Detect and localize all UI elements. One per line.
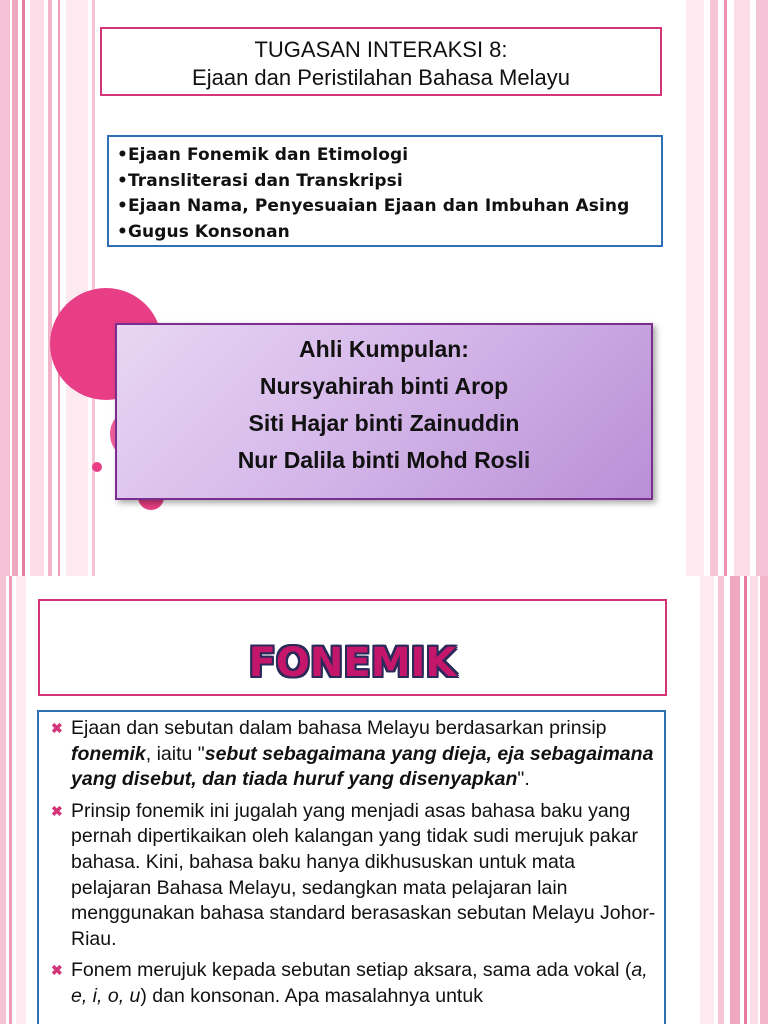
bullet-text: Prinsip fonemik ini jugalah yang menjadi asas bahasa baku yang pernah dipertikaikan oleh kalangan yang tidak sudi merujuk pakar bahasa. Kini, bahasa baku hanya dikhususkan untuk mata pelajaran Bahasa Melayu, sedangkan mata pelajaran lain menggunakan bahasa standard berasaskan sebutan Melayu Johor-Riau. bbox=[71, 799, 656, 950]
decor-stripe bbox=[22, 0, 25, 576]
decor-stripe bbox=[730, 576, 740, 1024]
topic-item: •Gugus Konsonan bbox=[117, 221, 290, 242]
list-item bbox=[51, 799, 656, 953]
bullet-vowels: a, e, i, o, u bbox=[71, 959, 648, 1007]
topic-item: •Transliterasi dan Transkripsi bbox=[117, 170, 403, 191]
decor-stripe bbox=[58, 0, 60, 576]
decor-stripe bbox=[686, 0, 704, 576]
topic-item: •Ejaan Fonemik dan Etimologi bbox=[117, 145, 409, 165]
members-box bbox=[115, 323, 653, 500]
member-name: Nursyahirah binti Arop bbox=[259, 373, 509, 399]
member-name: Nur Dalila binti Mohd Rosli bbox=[237, 447, 531, 473]
decor-stripe bbox=[16, 576, 26, 1024]
decor-stripe bbox=[700, 576, 714, 1024]
title-box bbox=[100, 27, 662, 96]
decor-stripe bbox=[750, 576, 758, 1024]
bullet-text: , iaitu " bbox=[145, 742, 205, 765]
decor-stripe bbox=[760, 576, 768, 1024]
list-item bbox=[51, 958, 656, 1009]
fonemik-title-box bbox=[38, 599, 667, 696]
decor-stripe bbox=[718, 576, 724, 1024]
slide-title-line-1: TUGASAN INTERAKSI 8: bbox=[254, 37, 508, 62]
x-mark-icon: ✖ bbox=[51, 962, 63, 979]
slide-title: FONEMIK bbox=[248, 640, 457, 686]
members-heading: Ahli Kumpulan: bbox=[299, 336, 469, 362]
x-mark-icon: ✖ bbox=[51, 720, 63, 736]
x-mark-icon: ✖ bbox=[51, 802, 63, 819]
content-box bbox=[37, 710, 666, 1024]
decor-stripe bbox=[756, 0, 768, 576]
slide-title-line-2: Ejaan dan Peristilahan Bahasa Melayu bbox=[192, 65, 570, 90]
bullet-text: ". bbox=[517, 768, 530, 791]
bullet-emphasis: sebut sebagaimana yang dieja, eja sebagaimana yang disebut, dan tiada huruf yang disenyapkan bbox=[71, 742, 654, 791]
decor-stripe bbox=[734, 0, 750, 576]
list-item bbox=[51, 716, 656, 793]
bullet-text: Ejaan dan sebutan dalam bahasa Melayu berdasarkan prinsip bbox=[71, 717, 607, 739]
bullet-text: Fonem merujuk kepada sebutan setiap aksara, sama ada vokal ( bbox=[71, 959, 632, 982]
decor-stripe bbox=[9, 576, 12, 1024]
decor-stripe bbox=[0, 576, 6, 1024]
slide-2 bbox=[0, 576, 768, 1024]
decor-stripe bbox=[744, 576, 747, 1024]
decor-stripe bbox=[710, 0, 718, 576]
decor-stripe bbox=[48, 0, 52, 576]
decor-stripe bbox=[66, 0, 88, 576]
member-name: Siti Hajar binti Zainuddin bbox=[248, 410, 520, 436]
topics-box bbox=[107, 135, 663, 247]
decor-stripe bbox=[0, 0, 10, 576]
bullet-emphasis: fonemik bbox=[71, 742, 146, 765]
decor-stripe bbox=[30, 0, 44, 576]
bullet-text: ) dan konsonan. Apa masalahnya untuk bbox=[140, 984, 483, 1007]
decor-circle bbox=[92, 462, 102, 472]
topic-item: •Ejaan Nama, Penyesuaian Ejaan dan Imbuhan Asing bbox=[117, 196, 630, 216]
decor-stripe bbox=[724, 0, 727, 576]
decor-stripe bbox=[12, 0, 18, 576]
